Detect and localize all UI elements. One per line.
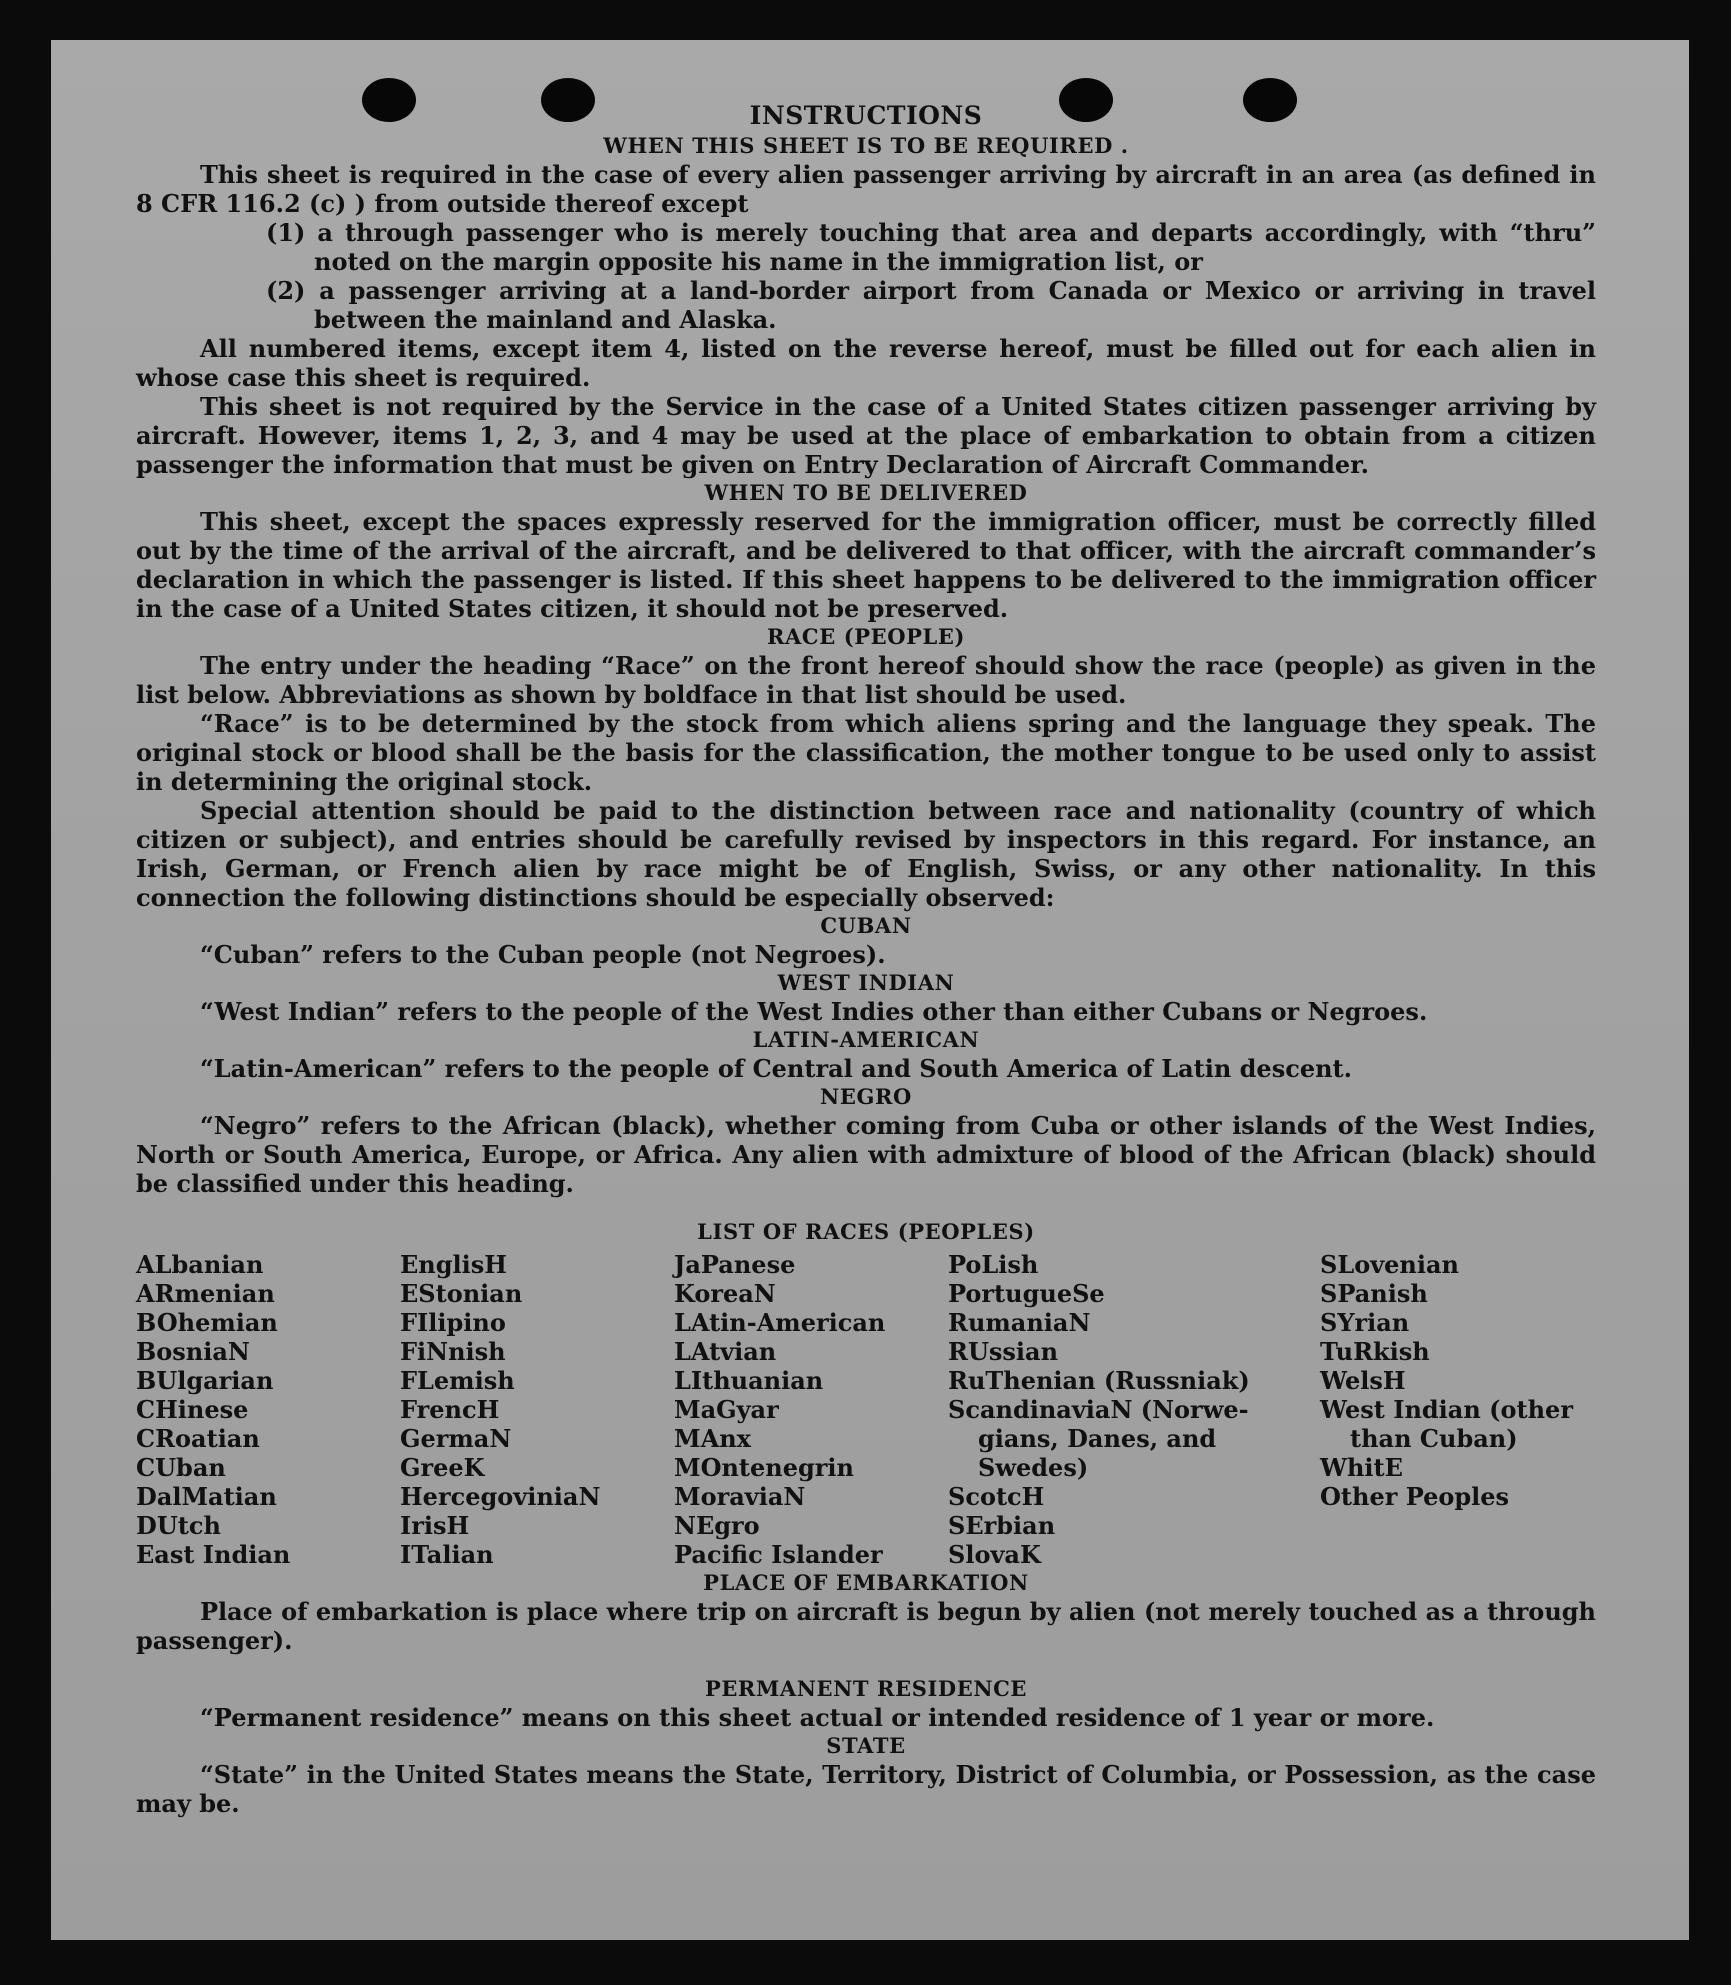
race-entry-continuation: Swedes) (978, 1453, 1089, 1482)
heading-race: RACE (PEOPLE) (766, 624, 966, 649)
heading-permanent-residence: PERMANENT RESIDENCE (704, 1676, 1028, 1701)
heading-when-delivered: WHEN TO BE DELIVERED (704, 480, 1028, 505)
race-entry: BUlgarian (136, 1366, 274, 1395)
race-entry: BosniaN (136, 1337, 250, 1366)
race-entry: IrisH (400, 1511, 470, 1540)
heading-cuban: CUBAN (820, 913, 912, 938)
race-entry: DUtch (136, 1511, 221, 1540)
heading-list-of-races: LIST OF RACES (PEOPLES) (697, 1219, 1035, 1244)
paragraph-cuban: “Cuban” refers to the Cuban people (not Negroes). (200, 940, 886, 969)
paragraph-negro: “Negro” refers to the African (black), whether coming from Cuba or other islands of the West Indies, North or South America, Europe, or Africa. Any alien with admixture of blood of the African (black) should be classified under this heading. (136, 1111, 1596, 1198)
race-entry: BOhemian (136, 1308, 278, 1337)
race-entry: MaGyar (674, 1395, 779, 1424)
race-entry: SPanish (1320, 1279, 1428, 1308)
race-entry: CUban (136, 1453, 226, 1482)
races-column-3 (674, 1250, 948, 1569)
race-entry: NEgro (674, 1511, 760, 1540)
race-entry: JaPanese (674, 1250, 796, 1279)
heading-latin-american: LATIN-AMERICAN (752, 1027, 980, 1052)
race-entry: HercegoviniaN (400, 1482, 601, 1511)
race-entry: MAnx (674, 1424, 751, 1453)
paragraph-race-nationality: Special attention should be paid to the distinction between race and nationality (country of which citizen or subject), and entries should be carefully revised by inspectors in this regard. For instance, an Irish, German, or French alien by race might be of English, Swiss, or any other nationality. In this connection the following distinctions should be especially observed: (136, 796, 1596, 912)
paragraph-race-stock: “Race” is to be determined by the stock from which aliens spring and the language they speak. The original stock or blood shall be the basis for the classification, the mother tongue to be used only to assist in determining the original stock. (136, 709, 1596, 796)
race-entry: East Indian (136, 1540, 291, 1569)
race-entry: ITalian (400, 1540, 494, 1569)
race-entry: ALbanian (136, 1250, 264, 1279)
race-entry: GermaN (400, 1424, 512, 1453)
heading-embarkation: PLACE OF EMBARKATION (703, 1570, 1029, 1595)
race-entry: FIlipino (400, 1308, 506, 1337)
race-entry-continuation: gians, Danes, and (978, 1424, 1217, 1453)
races-column-4 (948, 1250, 1320, 1569)
race-entry: TuRkish (1320, 1337, 1430, 1366)
race-entry: MOntenegrin (674, 1453, 854, 1482)
races-column-1 (136, 1250, 400, 1569)
race-entry: SYrian (1320, 1308, 1410, 1337)
paragraph-citizen: This sheet is not required by the Service in the case of a United States citizen passenger arriving by aircraft. However, items 1, 2, 3, and 4 may be used at the place of embarkation to obtain from a citizen passenger the information that must be given on Entry Declaration of Aircraft Commander. (136, 392, 1596, 479)
race-entry: RuThenian (Russniak) (948, 1366, 1250, 1395)
race-entry: KoreaN (674, 1279, 776, 1308)
paragraph-required: This sheet is required in the case of every alien passenger arriving by aircraft in an area (as defined in 8 CFR 116.2 (c) ) from outside thereof except (136, 160, 1596, 218)
heading-west-indian: WEST INDIAN (777, 970, 955, 995)
race-entry: RumaniaN (948, 1308, 1091, 1337)
race-entry: FLemish (400, 1366, 515, 1395)
race-entry: Other Peoples (1320, 1482, 1510, 1511)
race-entry-continuation: than Cuban) (1350, 1424, 1518, 1453)
race-entry: FiNnish (400, 1337, 506, 1366)
paragraph-delivered: This sheet, except the spaces expressly reserved for the immigration officer, must be correctly filled out by the time of the arrival of the aircraft, and be delivered to that officer, with the aircraft commander’s declaration in which the passenger is listed. If this sheet happens to be delivered to the immigration officer in the case of a United States citizen, it should not be preserved. (136, 507, 1596, 623)
races-column-5 (1320, 1250, 1596, 1569)
race-entry: SLovenian (1320, 1250, 1459, 1279)
race-entry: EnglisH (400, 1250, 507, 1279)
race-entry: LIthuanian (674, 1366, 824, 1395)
race-entry: WelsH (1320, 1366, 1406, 1395)
exception-item-1: (1) a through passenger who is merely touching that area and departs accordingly, with “thru” noted on the margin opposite his name in the immigration list, or (266, 218, 1596, 276)
document-sheet (51, 40, 1689, 1940)
race-entry: LAtin-American (674, 1308, 886, 1337)
paragraph-state: “State” in the United States means the State, Territory, District of Columbia, or Possession, as the case may be. (136, 1760, 1596, 1818)
race-entry: EStonian (400, 1279, 523, 1308)
heading-state: STATE (826, 1733, 906, 1758)
race-entry: DalMatian (136, 1482, 277, 1511)
instructions-content (136, 100, 1596, 1818)
heading-when-required: WHEN THIS SHEET IS TO BE REQUIRED . (603, 133, 1129, 158)
race-entry: PortugueSe (948, 1279, 1105, 1308)
race-entry: GreeK (400, 1453, 485, 1482)
paragraph-west-indian: “West Indian” refers to the people of the West Indies other than either Cubans or Negroes. (200, 997, 1428, 1026)
race-entry: West Indian (other (1320, 1395, 1573, 1424)
paragraph-embarkation: Place of embarkation is place where trip on aircraft is begun by alien (not merely touched as a through passenger). (136, 1597, 1596, 1655)
heading-negro: NEGRO (820, 1084, 912, 1109)
race-entry: Pacific Islander (674, 1540, 883, 1569)
race-entry: ScotcH (948, 1482, 1045, 1511)
race-entry: FrencH (400, 1395, 500, 1424)
race-entry: RUssian (948, 1337, 1059, 1366)
paragraph-numbered-items: All numbered items, except item 4, listed on the reverse hereof, must be filled out for each alien in whose case this sheet is required. (136, 334, 1596, 392)
race-entry: LAtvian (674, 1337, 777, 1366)
paragraph-race-entry: The entry under the heading “Race” on the front hereof should show the race (people) as given in the list below. Abbreviations as shown by boldface in that list should be used. (136, 651, 1596, 709)
race-entry: SlovaK (948, 1540, 1041, 1569)
race-entry: WhitE (1320, 1453, 1403, 1482)
paragraph-latin-american: “Latin-American” refers to the people of Central and South America of Latin descent. (200, 1054, 1352, 1083)
page-title: INSTRUCTIONS (749, 101, 983, 130)
exception-item-2: (2) a passenger arriving at a land-border airport from Canada or Mexico or arriving in travel between the mainland and Alaska. (266, 276, 1596, 334)
paragraph-permanent-residence: “Permanent residence” means on this sheet actual or intended residence of 1 year or more. (200, 1703, 1435, 1732)
race-entry: CRoatian (136, 1424, 260, 1453)
race-entry: SErbian (948, 1511, 1056, 1540)
race-entry: CHinese (136, 1395, 249, 1424)
race-entry: ARmenian (136, 1279, 275, 1308)
races-column-2 (400, 1250, 674, 1569)
race-entry: ScandinaviaN (Norwe- (948, 1395, 1249, 1424)
race-entry: MoraviaN (674, 1482, 806, 1511)
race-entry: PoLish (948, 1250, 1039, 1279)
races-list (136, 1250, 1596, 1569)
